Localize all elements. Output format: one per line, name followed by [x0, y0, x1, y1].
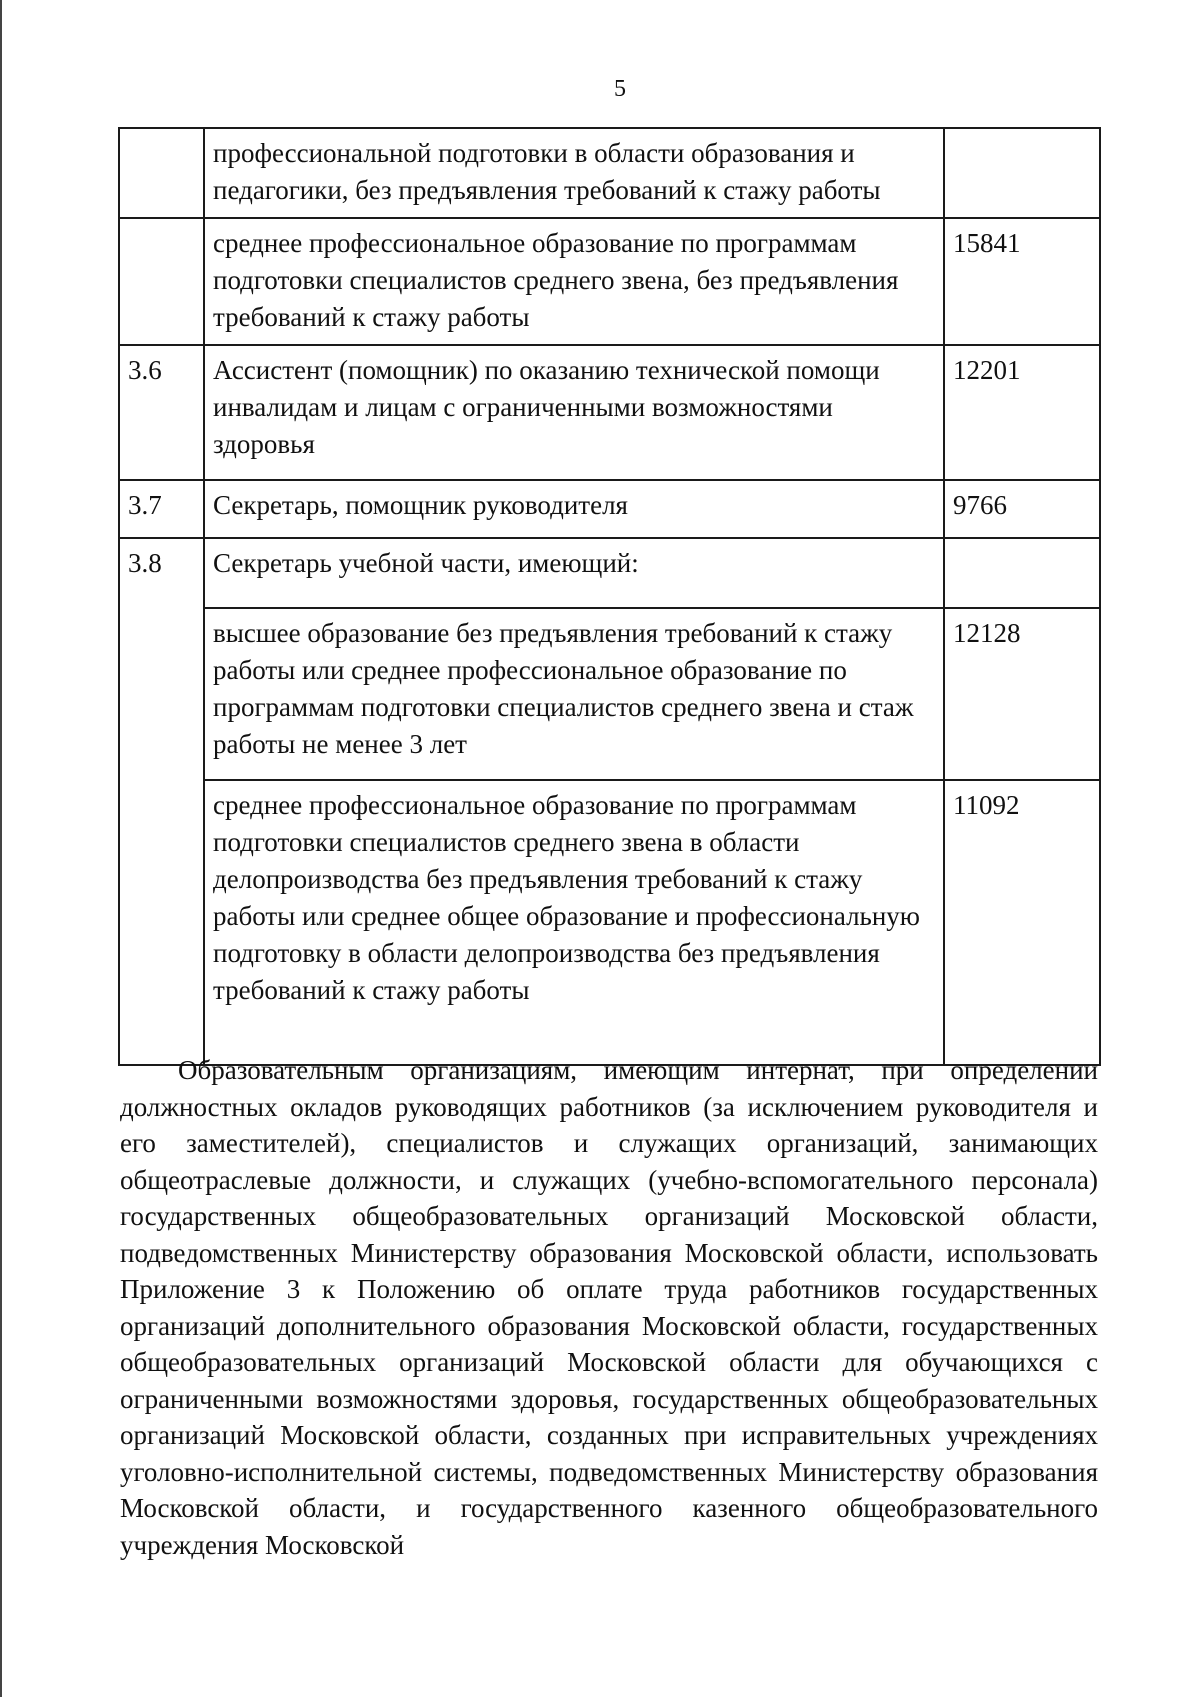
- page-edge-line: [0, 0, 2, 1697]
- body-paragraph: [120, 1052, 1098, 1563]
- position-cell: среднее профессиональное образование по программам подготовки специалистов среднего звена в области делопроизводства без предъявления требований к стажу работы или среднее общее образование и профессиональную подготовку в области делопроизводства без предъявления требований к стажу работы: [204, 780, 944, 1065]
- table-row: [119, 780, 1100, 1065]
- salary-cell: [944, 538, 1100, 608]
- salary-table: [118, 127, 1101, 1066]
- position-cell: Секретарь учебной части, имеющий:: [204, 538, 944, 608]
- salary-cell: 9766: [944, 480, 1100, 538]
- row-number-cell: 3.6: [119, 345, 204, 480]
- row-number-cell: [119, 218, 204, 345]
- salary-cell: [944, 128, 1100, 218]
- salary-cell: 11092: [944, 780, 1100, 1065]
- row-number-cell: [119, 128, 204, 218]
- paragraph-text: Образовательным организациям, имеющим интернат, при определении должностных окладов руководящих работников (за исключением руководителя и его заместителей), специалистов и служащих организаций, занимающих общеотраслевые должности, и служащих (учебно-вспомогательного персонала) государственных общеобразовательных организаций Московской области, подведомственных Министерству образования Московской области, использовать Приложение 3 к Положению об оплате труда работников государственных организаций дополнительного образования Московской области, государственных общеобразовательных организаций Московской области для обучающихся с ограниченными возможностями здоровья, государственных общеобразовательных организаций Московской области, созданных при исправительных учреждениях уголовно-исполнительной системы, подведомственных Министерству образования Московской области, и государственного казенного общеобразовательного учреждения Московской: [120, 1055, 1098, 1560]
- table-row: [119, 218, 1100, 345]
- table-row: [119, 345, 1100, 480]
- position-cell: высшее образование без предъявления требований к стажу работы или среднее профессиональное образование по программам подготовки специалистов среднего звена и стаж работы не менее 3 лет: [204, 608, 944, 780]
- row-number-cell: 3.8: [119, 538, 204, 1065]
- salary-cell: 15841: [944, 218, 1100, 345]
- table-row: [119, 608, 1100, 780]
- position-cell: профессиональной подготовки в области образования и педагогики, без предъявления требований к стажу работы: [204, 128, 944, 218]
- position-cell: среднее профессиональное образование по программам подготовки специалистов среднего звена, без предъявления требований к стажу работы: [204, 218, 944, 345]
- table-row: [119, 128, 1100, 218]
- salary-cell: 12201: [944, 345, 1100, 480]
- position-cell: Секретарь, помощник руководителя: [204, 480, 944, 538]
- position-cell: Ассистент (помощник) по оказанию технической помощи инвалидам и лицам с ограниченными возможностями здоровья: [204, 345, 944, 480]
- table-row: [119, 480, 1100, 538]
- page-number: 5: [614, 76, 626, 102]
- table-row: [119, 538, 1100, 608]
- salary-cell: 12128: [944, 608, 1100, 780]
- row-number-cell: 3.7: [119, 480, 204, 538]
